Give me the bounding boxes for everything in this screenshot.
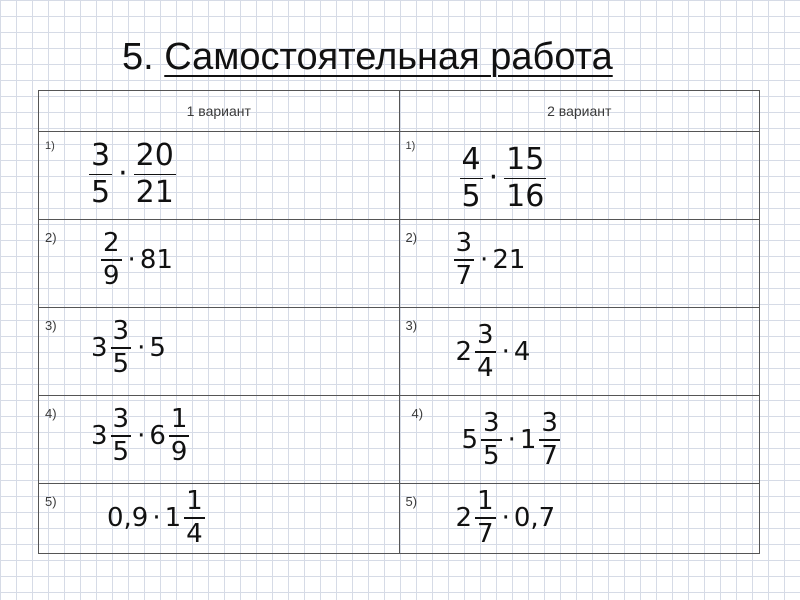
multiply-operator: · <box>127 245 136 276</box>
header-variant-1: 1 вариант <box>39 91 400 132</box>
whole-part: 6 <box>149 421 166 452</box>
decimal: 0,7 <box>513 503 556 534</box>
whole-part: 2 <box>455 503 473 534</box>
cell-v1-task-2 <box>39 220 400 308</box>
fraction <box>184 488 205 548</box>
numerator: 3 <box>112 316 130 346</box>
numerator: 20 <box>135 138 174 173</box>
expression <box>462 410 562 470</box>
task-number: 5) <box>45 494 57 509</box>
numerator: 3 <box>541 408 558 438</box>
fraction <box>169 406 190 466</box>
factor: 5 <box>149 333 166 364</box>
denominator: 21 <box>135 175 174 210</box>
denominator: 9 <box>103 260 120 291</box>
factor: 4 <box>513 337 531 368</box>
expression <box>456 322 531 382</box>
decimal: 0,9 <box>107 503 149 534</box>
expression <box>99 230 173 290</box>
fraction <box>481 410 502 470</box>
multiply-operator: · <box>118 156 128 192</box>
denominator: 7 <box>455 260 473 291</box>
cell-v2-task-4 <box>399 396 760 484</box>
denominator: 4 <box>186 518 203 549</box>
factor: 81 <box>139 245 173 276</box>
cell-v1-task-3 <box>39 308 400 396</box>
fraction <box>475 322 496 382</box>
whole-part: 1 <box>164 503 182 534</box>
multiply-operator: · <box>507 425 516 456</box>
table-row <box>39 132 760 220</box>
expression <box>91 318 166 378</box>
numerator: 4 <box>461 142 481 177</box>
numerator: 3 <box>483 408 500 438</box>
numerator: 3 <box>477 320 494 350</box>
numerator: 3 <box>455 228 473 258</box>
fraction <box>539 410 560 470</box>
fraction <box>454 230 475 290</box>
multiply-operator: · <box>480 245 489 276</box>
expression <box>87 140 178 209</box>
expression <box>458 144 549 213</box>
task-number: 2) <box>405 230 418 245</box>
cell-v1-task-5 <box>39 484 400 554</box>
fraction <box>134 140 176 209</box>
task-number: 4) <box>45 406 57 421</box>
fraction <box>504 144 546 213</box>
exercise-table <box>38 90 760 554</box>
table-row <box>39 220 760 308</box>
task-number: 3) <box>405 318 418 333</box>
cell-v2-task-5 <box>399 484 760 554</box>
fraction <box>111 318 132 378</box>
fraction <box>101 230 122 290</box>
expression <box>456 488 556 548</box>
table-row <box>39 396 760 484</box>
task-number: 1) <box>405 140 416 152</box>
task-number: 2) <box>45 230 57 245</box>
task-number: 3) <box>45 318 57 333</box>
denominator: 9 <box>170 436 188 467</box>
expression <box>452 230 526 290</box>
expression <box>107 488 207 548</box>
whole-part: 1 <box>519 425 537 456</box>
fraction <box>475 488 496 548</box>
fraction <box>89 140 112 209</box>
cell-v2-task-2 <box>399 220 760 308</box>
task-number: 1) <box>45 140 55 152</box>
numerator: 3 <box>112 404 130 434</box>
denominator: 5 <box>461 179 481 214</box>
title-number: 5. <box>122 36 154 78</box>
cell-v1-task-1 <box>39 132 400 220</box>
fraction <box>111 406 132 466</box>
denominator: 7 <box>541 440 558 471</box>
denominator: 16 <box>506 179 545 214</box>
cell-v2-task-3 <box>399 308 760 396</box>
numerator: 1 <box>170 404 188 434</box>
factor: 21 <box>492 245 526 276</box>
header-variant-2: 2 вариант <box>399 91 760 132</box>
denominator: 4 <box>477 352 494 383</box>
multiply-operator: · <box>501 337 510 368</box>
numerator: 1 <box>186 486 203 516</box>
denominator: 5 <box>483 440 500 471</box>
fraction <box>460 144 483 213</box>
table-row <box>39 308 760 396</box>
multiply-operator: · <box>488 160 499 196</box>
table-row <box>39 484 760 554</box>
page-title <box>122 36 613 79</box>
cell-v2-task-1 <box>399 132 760 220</box>
multiply-operator: · <box>501 503 510 534</box>
multiply-operator: · <box>137 333 146 364</box>
cell-v1-task-4 <box>39 396 400 484</box>
denominator: 5 <box>112 348 130 379</box>
numerator: 1 <box>477 486 494 516</box>
whole-part: 5 <box>461 425 479 456</box>
whole-part: 2 <box>455 337 473 368</box>
denominator: 5 <box>112 436 130 467</box>
numerator: 3 <box>91 138 111 173</box>
title-text: Самостоятельная работа <box>164 36 613 78</box>
numerator: 2 <box>103 228 120 258</box>
denominator: 5 <box>91 175 111 210</box>
task-number: 5) <box>405 494 418 509</box>
multiply-operator: · <box>137 421 146 452</box>
numerator: 15 <box>506 142 545 177</box>
denominator: 7 <box>477 518 494 549</box>
task-number: 4) <box>411 406 424 421</box>
multiply-operator: · <box>152 503 161 534</box>
expression <box>91 406 191 466</box>
whole-part: 3 <box>91 421 108 452</box>
whole-part: 3 <box>91 333 108 364</box>
